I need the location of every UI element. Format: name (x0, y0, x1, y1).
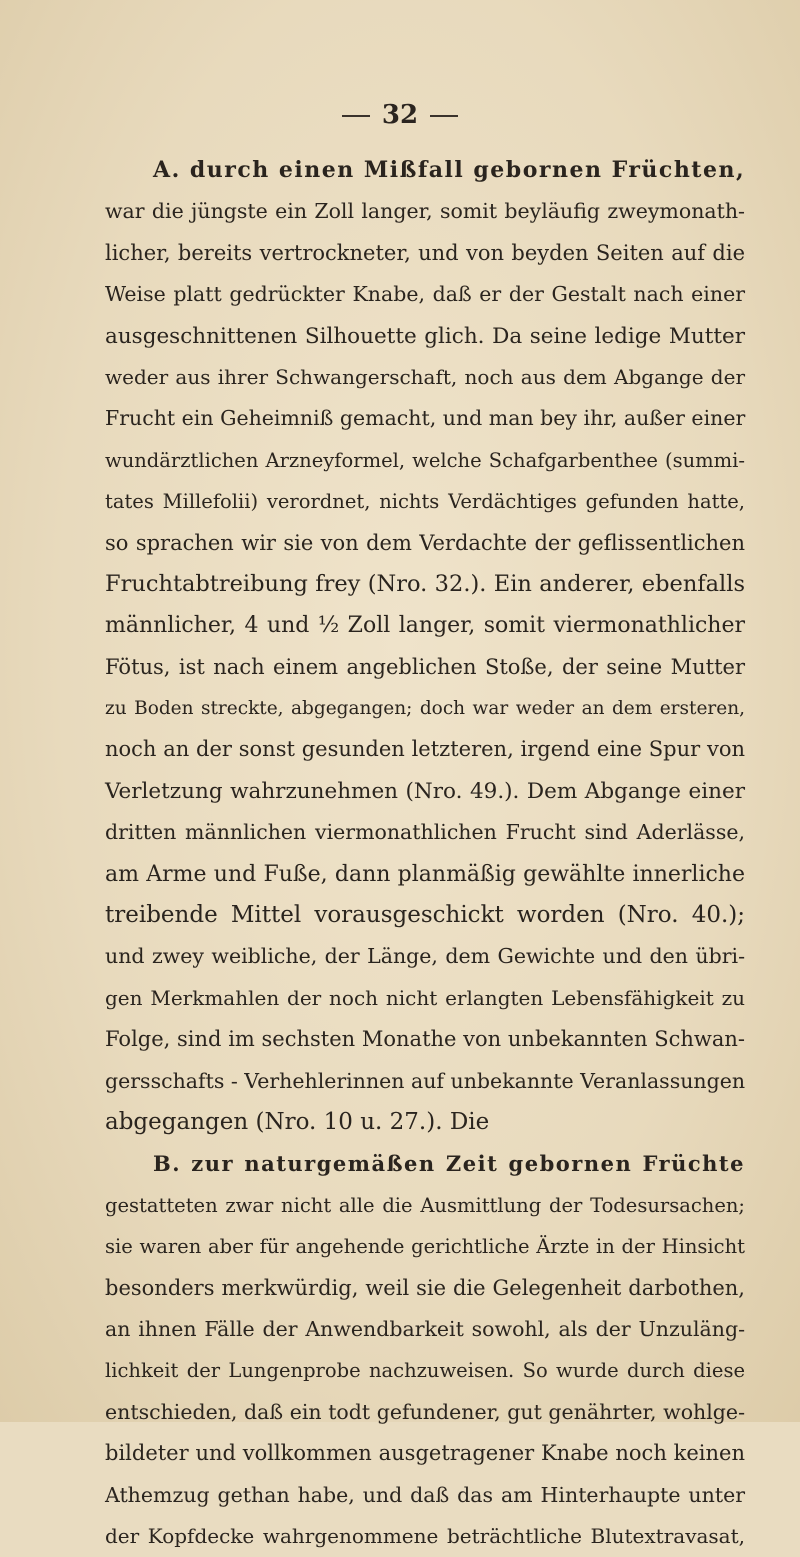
text-line: B. zur naturgemäßen Zeit gebornen Früchte (153, 1151, 745, 1177)
text-line: Fruchtabtreibung frey (Nro. 32.). Ein anderer, ebenfalls (105, 570, 745, 597)
text-line: war die jüngste ein Zoll langer, somit beyläufig zweymonath- (105, 199, 745, 224)
text-line: Frucht ein Geheimniß gemacht, und man bey ihr, außer einer (105, 406, 746, 431)
text-line: am Arme und Fuße, dann planmäßig gewählte innerliche (105, 861, 745, 887)
text-line: Athemzug gethan habe, und daß das am Hinterhaupte unter (105, 1482, 745, 1507)
text-line: abgegangen (Nro. 10 u. 27.). Die (105, 1108, 490, 1135)
text-line: Fötus, ist nach einem angeblichen Stoße, der seine Mutter (105, 654, 745, 679)
text-line: A. durch einen Mißfall gebornen Früchten, (153, 157, 746, 183)
text-line: gen Merkmahlen der noch nicht erlangten Lebensfähigkeit zu (105, 985, 745, 1010)
header-dash-left (342, 115, 370, 117)
page-header (0, 100, 800, 130)
text-line: gersschafts - Verhehlerinnen auf unbekannte Veranlassungen (105, 1068, 746, 1093)
text-line: wundärztlichen Arzneyformel, welche Schafgarbenthee (summi- (105, 448, 745, 472)
text-line: besonders merkwürdig, weil sie die Gelegenheit darbothen, (105, 1275, 745, 1300)
text-line: noch an der sonst gesunden letzteren, irgend eine Spur von (105, 737, 745, 762)
header-dash-right (430, 115, 458, 117)
text-line: sie waren aber für angehende gerichtliche Ärzte in der Hinsicht (105, 1235, 745, 1259)
text-line: weder aus ihrer Schwangerschaft, noch aus dem Abgange der (105, 364, 745, 389)
text-line: treibende Mittel vorausgeschickt worden (Nro. 40.); (105, 902, 745, 929)
text-line: Verletzung wahrzunehmen (Nro. 49.). Dem Abgange einer (105, 778, 745, 804)
text-line: bildeter und vollkommen ausgetragener Knabe noch keinen (105, 1441, 745, 1466)
text-line: ausgeschnittenen Silhouette glich. Da seine ledige Mutter (105, 323, 745, 349)
text-line: Folge, sind im sechsten Monathe von unbekannten Schwan- (105, 1027, 745, 1052)
text-line: dritten männlichen viermonathlichen Frucht sind Aderlässe, (105, 820, 745, 845)
text-line: so sprachen wir sie von dem Verdachte der geflissentlichen (105, 530, 745, 555)
text-line: entschieden, daß ein todt gefundener, gut genährter, wohlge- (105, 1399, 745, 1424)
text-line: an ihnen Fälle der Anwendbarkeit sowohl, als der Unzuläng- (105, 1316, 745, 1341)
body-text (105, 150, 745, 1557)
text-line: licher, bereits vertrockneter, und von beyden Seiten auf die (105, 240, 745, 265)
text-line: der Kopfdecke wahrgenommene beträchtliche Blutextravasat, (105, 1523, 745, 1548)
text-line: tates Millefolii) verordnet, nichts Verdächtiges gefunden hatte, (105, 490, 745, 514)
text-line: zu Boden streckte, abgegangen; doch war weder an dem ersteren, (105, 698, 745, 720)
text-line: lichkeit der Lungenprobe nachzuweisen. So wurde durch diese (105, 1359, 745, 1383)
text-line: Weise platt gedrückter Knabe, daß er der Gestalt nach einer (105, 282, 745, 307)
text-line: männlicher, 4 und ½ Zoll langer, somit viermonathlicher (105, 613, 745, 639)
page-number: 32 (381, 100, 419, 130)
text-line: gestatteten zwar nicht alle die Ausmittlung der Todesursachen; (105, 1193, 745, 1217)
text-line: und zwey weibliche, der Länge, dem Gewichte und den übri- (105, 944, 745, 969)
